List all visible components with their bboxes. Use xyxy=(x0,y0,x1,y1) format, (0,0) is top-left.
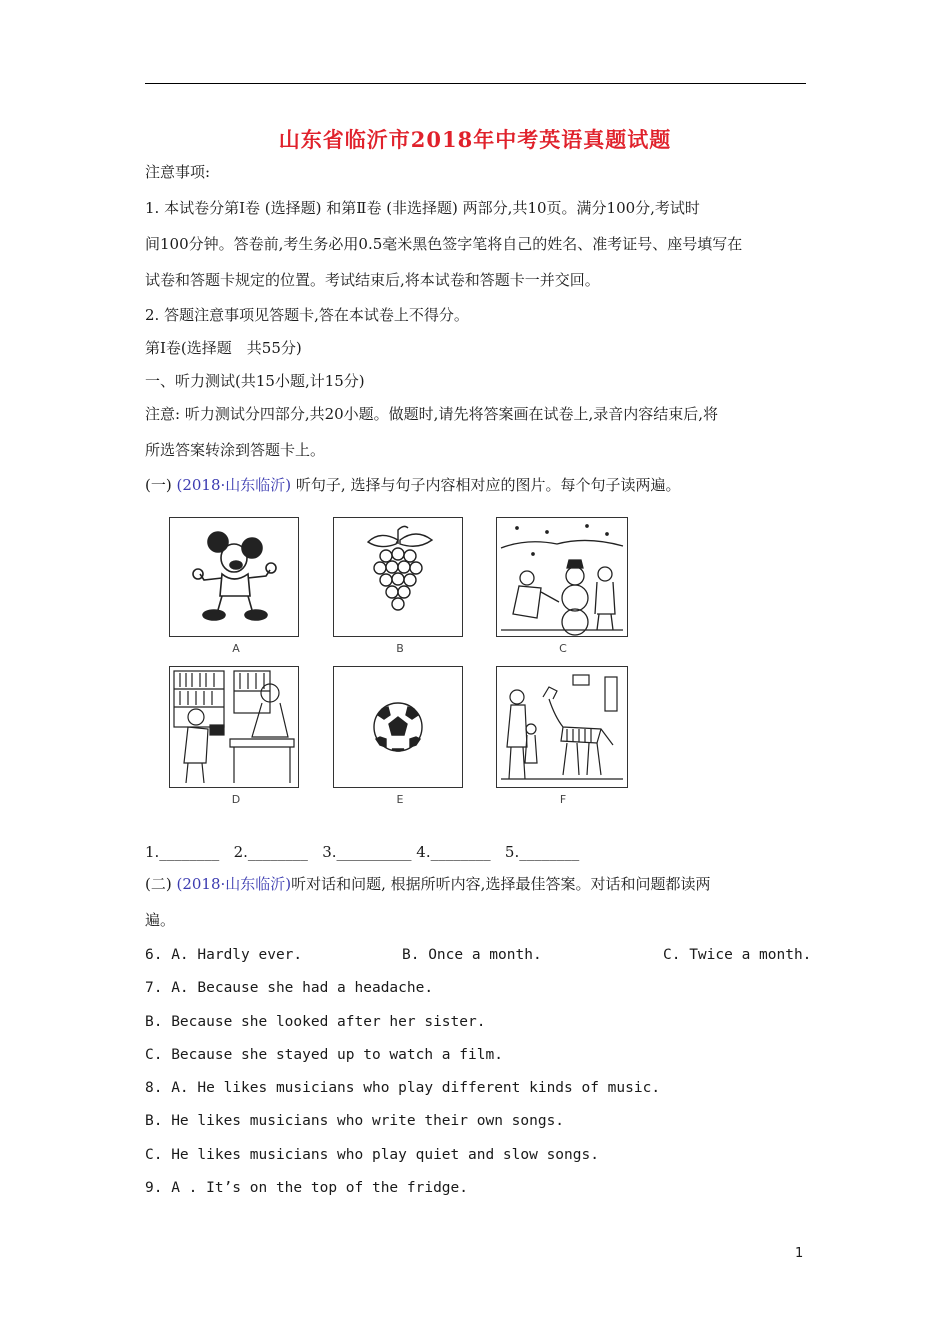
volume-heading: 第Ⅰ卷(选择题 共55分) xyxy=(145,339,302,357)
header-rule xyxy=(145,83,806,84)
picture-f xyxy=(496,666,628,788)
picture-b-label: B xyxy=(396,642,404,655)
picture-c-label: C xyxy=(559,642,567,655)
picture-e xyxy=(333,666,463,788)
page-title: 山东省临沂市2018年中考英语真题试题 xyxy=(278,127,672,152)
section-heading: 一、听力测试(共15小题,计15分) xyxy=(145,372,365,390)
question-6-option-a: 6. A. Hardly ever. xyxy=(145,947,303,963)
note-1-line-3: 试卷和答题卡规定的位置。考试结束后,将本试卷和答题卡一并交回。 xyxy=(145,271,600,289)
picture-f-label: F xyxy=(559,793,567,806)
listening-note-line-2: 所选答案转涂到答题卡上。 xyxy=(145,441,326,459)
question-8-option-c: C. He likes musicians who play quiet and slow songs. xyxy=(145,1147,599,1163)
question-6-option-c: C. Twice a month. xyxy=(663,947,812,963)
question-7-option-c: C. Because she stayed up to watch a film. xyxy=(145,1047,503,1063)
question-7-option-a: 7. A. Because she had a headache. xyxy=(145,980,434,996)
library-scene-icon xyxy=(170,667,298,787)
question-8-option-b: B. He likes musicians who write their own songs. xyxy=(145,1113,565,1129)
picture-d xyxy=(169,666,299,788)
part-2-source: (2018·山东临沂) xyxy=(176,875,292,893)
listening-note-line-1: 注意: 听力测试分四部分,共20小题。做题时,请先将答案画在试卷上,录音内容结束后,将 xyxy=(145,405,718,423)
soccer-ball-icon xyxy=(334,667,462,787)
museum-dinosaur-icon xyxy=(497,667,627,787)
picture-a xyxy=(169,517,299,637)
picture-b xyxy=(333,517,463,637)
picture-c xyxy=(496,517,628,637)
mickey-mouse-icon xyxy=(170,518,298,636)
question-8-option-a: 8. A. He likes musicians who play different kinds of music. xyxy=(145,1080,661,1096)
question-6-option-b: B. Once a month. xyxy=(402,947,542,963)
answer-blanks: 1.________ 2.________ 3.__________ 4.________ 5.________ xyxy=(145,843,580,861)
question-7-option-b: B. Because she looked after her sister. xyxy=(145,1014,486,1030)
snowman-scene-icon xyxy=(497,518,627,636)
page-number: 1 xyxy=(795,1246,804,1261)
note-2: 2. 答题注意事项见答题卡,答在本试卷上不得分。 xyxy=(145,306,469,324)
picture-d-label: D xyxy=(231,793,241,806)
note-1-line-2: 间100分钟。答卷前,考生务必用0.5毫米黑色签字笔将自己的姓名、准考证号、座号填写在 xyxy=(145,235,743,253)
part-2-instruction-line-1: (二) (2018·山东临沂)听对话和问题, 根据所听内容,选择最佳答案。对话和问题都读两 xyxy=(145,875,711,893)
part-1-source: (2018·山东临沂) xyxy=(176,476,292,494)
notes-heading: 注意事项: xyxy=(145,163,211,181)
part-1-instruction: (一) (2018·山东临沂) 听句子, 选择与句子内容相对应的图片。每个句子读两遍。 xyxy=(145,476,681,494)
part-2-instruction-line-2: 遍。 xyxy=(145,911,176,929)
picture-e-label: E xyxy=(396,793,404,806)
note-1-line-1: 1. 本试卷分第Ⅰ卷 (选择题) 和第Ⅱ卷 (非选择题) 两部分,共10页。满分100分,考试时 xyxy=(145,199,700,217)
picture-a-label: A xyxy=(232,642,240,655)
question-9-option-a: 9. A . It’s on the top of the fridge. xyxy=(145,1180,469,1196)
grapes-icon xyxy=(334,518,462,636)
